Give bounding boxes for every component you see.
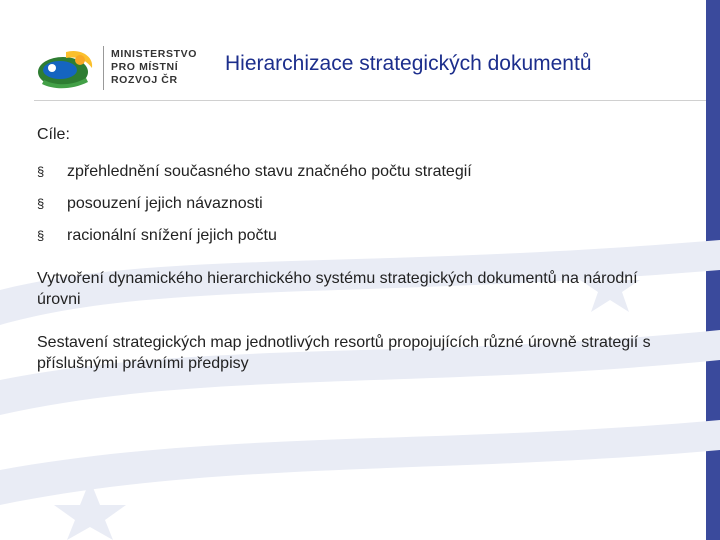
list-item-text: zpřehlednění současného stavu značného počtu strategií (67, 163, 472, 180)
slide-title: Hierarchizace strategických dokumentů (225, 52, 592, 75)
ministry-logo-icon (36, 46, 98, 90)
goals-label: Cíle: (37, 126, 70, 143)
logo-wordmark (111, 48, 211, 87)
logo-line: MINISTERSTVO (111, 48, 197, 60)
logo-line: ROZVOJ ČR (111, 74, 178, 86)
list-item (37, 161, 682, 182)
paragraph: Vytvoření dynamického hierarchického systému strategických dokumentů na národní úrovni (37, 270, 638, 308)
section-bullet-icon: § (37, 196, 45, 211)
list-item (37, 193, 682, 214)
logo-line: PRO MÍSTNÍ (111, 61, 179, 73)
logo-divider (103, 46, 104, 90)
goals-list (37, 161, 682, 246)
paragraph: Sestavení strategických map jednotlivých resortů propojujících různé úrovně strategií s příslušnými právními předpisy (37, 334, 651, 372)
section-bullet-icon: § (37, 164, 45, 179)
list-item (37, 225, 682, 246)
header-divider (34, 100, 706, 101)
slide-content (37, 124, 682, 374)
list-item-text: posouzení jejich návaznosti (67, 195, 263, 212)
section-bullet-icon: § (37, 228, 45, 243)
list-item-text: racionální snížení jejich počtu (67, 227, 277, 244)
